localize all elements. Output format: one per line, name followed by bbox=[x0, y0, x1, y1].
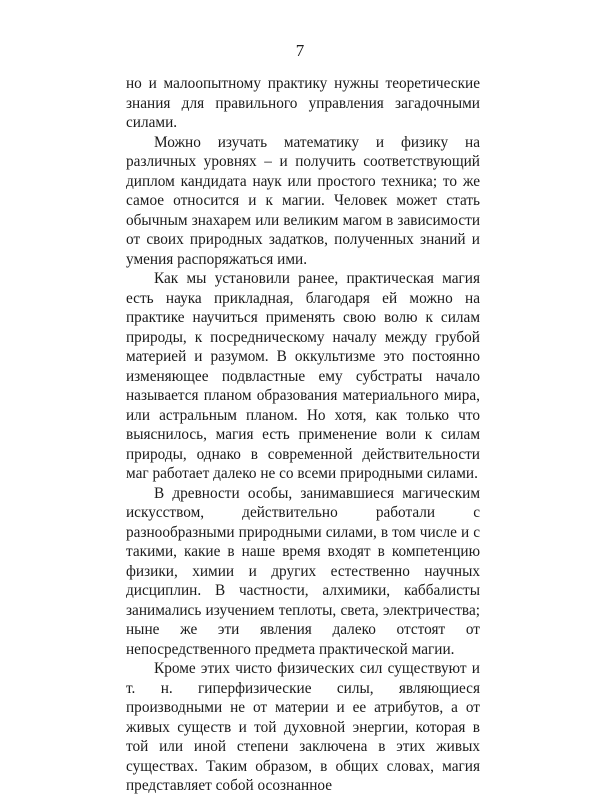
paragraph-5: Кроме этих чисто физических сил существуют и т. н. гиперфизические силы, являющиеся производными не от материи и ее атрибутов, а от живых существ и той духовной энергии, которая в той или иной степени заключена в этих живых существах. Таким образом, в общих словах, магия представляет собой осознанное bbox=[126, 660, 480, 794]
paragraph-4: В древности особы, занимавшиеся магическим искусством, действительно работали с разнообразными природными силами, в том числе и с такими, какие в наше время входят в компетенцию физики, химии и других естественно научных дисциплин. В частности, алхимики, каббалисты занимались изучением теплоты, света, электричества; ныне же эти явления далеко отстоят от непосредственного предмета практической магии. bbox=[126, 484, 480, 658]
paragraph-3: Как мы установили ранее, практическая магия есть наука прикладная, благодаря ей можно на практике научиться применять свою волю к силам природы, к посредническому началу между грубой материей и разумом. В оккультизме это постоянно изменяющее подвластные ему субстраты начало называется планом образования материального мира, или астральным планом. Но хотя, как только что выяснилось, магия есть применение воли к силам природы, однако в современной действительности маг работает далеко не со всеми природными силами. bbox=[126, 270, 480, 482]
body-text bbox=[126, 74, 480, 796]
page-number: 7 bbox=[295, 41, 305, 60]
paragraph-2: Можно изучать математику и физику на различных уровнях – и получить соответствующий диплом кандидата наук или простого техника; то же самое относится и к магии. Человек может стать обычным знахарем или великим магом в зависимости от своих природных задатков, полученных знаний и умения распоряжаться ими. bbox=[126, 133, 480, 268]
paragraph-1: но и малоопытному практику нужны теоретические знания для правильного управления загадочными силами. bbox=[126, 75, 480, 131]
